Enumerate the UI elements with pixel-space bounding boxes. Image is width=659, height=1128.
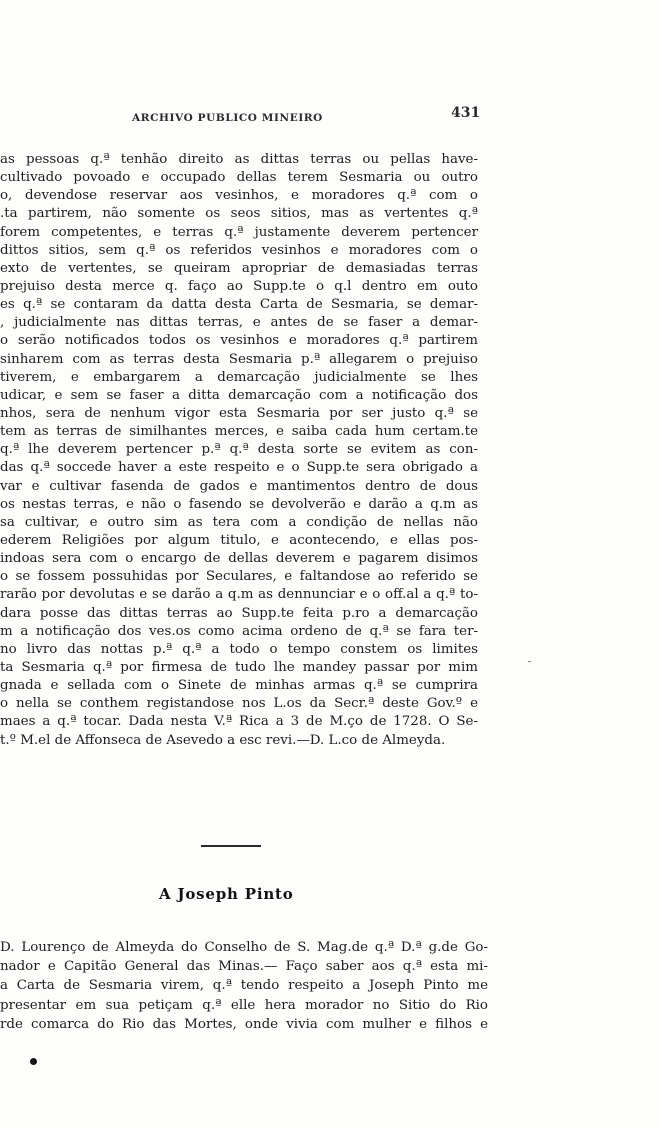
text-line: presentar em sua petiçam q.ª elle hera morador no Sitio do Rio: [0, 997, 488, 1013]
section-divider: [201, 845, 261, 847]
text-line: das q.ª soccede haver a este respeito e o Supp.te sera obrigado a: [0, 460, 478, 476]
page-number: 431: [451, 105, 481, 121]
text-line: no livro das nottas p.ª q.ª a todo o tempo constem os limites: [0, 641, 478, 657]
text-line: ta Sesmaria q.ª por firmesa de tudo lhe mandey passar por mim: [0, 659, 478, 675]
text-line: sinharem com as terras desta Sesmaria p.ª allegarem o prejuiso: [0, 351, 478, 367]
text-line: m a notificação dos ves.os como acima ordeno de q.ª se fara ter-: [0, 623, 478, 639]
stray-mark: [528, 661, 531, 662]
text-line: exto de vertentes, se queiram apropriar de demasiadas terras: [0, 260, 478, 276]
text-line: es q.ª se contaram da datta desta Carta de Sesmaria, se demar-: [0, 297, 478, 313]
text-line: maes a q.ª tocar. Dada nesta V.ª Rica a 3 de M.ço de 1728. O Se-: [0, 714, 478, 730]
text-line: nhos, sera de nenhum vigor esta Sesmaria por ser justo q.ª se: [0, 405, 478, 421]
text-line: gnada e sellada com o Sinete de minhas armas q.ª se cumprira: [0, 678, 478, 694]
running-head: ARCHIVO PUBLICO MINEIRO: [132, 112, 323, 124]
text-line: ederem Religiões por algum titulo, e acontecendo, e ellas pos-: [0, 532, 478, 548]
text-line: prejuiso desta merce q. faço ao Supp.te o q.l dentro em outo: [0, 278, 478, 294]
text-line: forem competentes, e terras q.ª justamente deverem pertencer: [0, 224, 478, 240]
text-line: o, devendose reservar aos vesinhos, e moradores q.ª com o: [0, 188, 478, 204]
text-line: rde comarca do Rio das Mortes, onde vivia com mulher e filhos e: [0, 1016, 488, 1032]
text-line: dittos sitios, sem q.ª os referidos vesinhos e moradores com o: [0, 242, 478, 258]
text-line: .ta partirem, não somente os seos sitios, mas as vertentes q.ª: [0, 206, 478, 222]
section-text-block: [0, 938, 488, 1034]
text-line: udicar, e sem se faser a ditta demarcação com a notificação dos: [0, 387, 478, 403]
text-line: tiverem, e embargarem a demarcação judicialmente se lhes: [0, 369, 478, 385]
text-line: indoas sera com o encargo de dellas deverem e pagarem disimos: [0, 551, 478, 567]
bullet-dot: [30, 1058, 37, 1065]
text-line: tem as terras de similhantes merces, e saiba cada hum certam.te: [0, 424, 478, 440]
text-line: cultivado povoado e occupado dellas terem Sesmaria ou outro: [0, 170, 478, 186]
text-line: o nella se conthem registandose nos L.os da Secr.ª deste Gov.º e: [0, 696, 478, 712]
text-line: o se fossem possuhidas por Seculares, e faltandose ao referido se: [0, 569, 478, 585]
text-line: nador e Capitão General das Minas.— Faço saber aos q.ª esta mi-: [0, 959, 488, 975]
section-title: A Joseph Pinto: [159, 885, 294, 903]
text-line: q.ª lhe deverem pertencer p.ª q.ª desta sorte se evitem as con-: [0, 442, 478, 458]
text-line: rarão por devolutas e se darão a q.m as dennunciar e o off.al a q.ª to-: [0, 587, 478, 603]
text-line: var e cultivar fasenda de gados e mantimentos dentro de dous: [0, 478, 478, 494]
text-line: as pessoas q.ª tenhão direito as dittas terras ou pellas have-: [0, 152, 478, 167]
text-line: t.º M.el de Affonseca de Asevedo a esc revi.—D. L.co de Almeyda.: [0, 732, 446, 748]
text-line: D. Lourenço de Almeyda do Conselho de S. Mag.de q.ª D.ª g.de Go-: [0, 940, 488, 955]
text-line: sa cultivar, e outro sim as tera com a condição de nellas não: [0, 514, 478, 530]
text-line: , judicialmente nas dittas terras, e antes de se faser a demar-: [0, 315, 478, 331]
text-line: dara posse das dittas terras ao Supp.te feita p.ro a demarcação: [0, 605, 478, 621]
text-line: a Carta de Sesmaria virem, q.ª tendo respeito a Joseph Pinto me: [0, 978, 488, 994]
sesmaria-text-block: [0, 151, 478, 750]
text-line: os nestas terras, e não o fasendo se devolverão e darão a q.m as: [0, 496, 478, 512]
text-line: o serão notificados todos os vesinhos e moradores q.ª partirem: [0, 333, 478, 349]
